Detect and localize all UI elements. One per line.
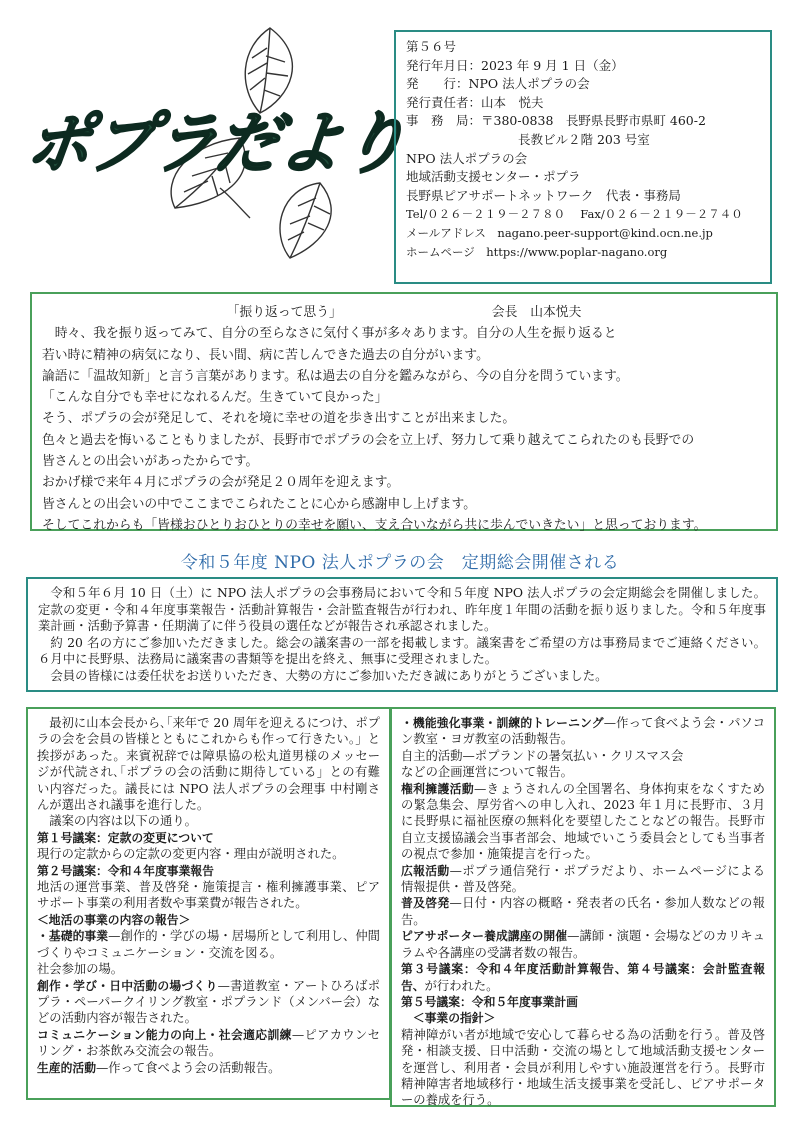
- greeting-line: おかげ様で来年４月にポプラの会が発足２０周年を迎えます。: [42, 475, 400, 491]
- activity-item: ピアサポーター養成講座の開催—講師・演題・会場などのカリキュラムや各講座の受講者数の報告。: [401, 929, 765, 960]
- agenda-2-body: 地活の運営事業、普及啓発・施策提言・権利擁護事業、ピアサポート事業の利用者数や事業費が報告された。: [37, 880, 380, 911]
- activity-item: 権利擁護活動—きょうされんの全国署名、身体拘束をなくすための緊急集会、厚労省への申し入れ、2023 年１月に長野市、３月に長野県に福祉医療の無料化を要望したことなどの報告。長野市自立支援協議会当事者部会、地域でいこう委員会としても当事者の視点で参加・施策提言を行った。: [401, 781, 765, 862]
- intro-paragraph: 最初に山本会長から､｢来年で 20 周年を迎えるにつけ、ポプラの会を会員の皆様とともにこれからも作って行きたい。」と挨拶があった。来賓祝辞では障県協の松丸道男様のメッセージが代読され､｢ポプラの会の活動に期待している」との有難い内容だった。議長には NPO 法人ポプラの会理事 中村剛さんが選出され議事を進行した。: [37, 716, 380, 813]
- leaf-bottom: [280, 183, 331, 258]
- office-address: 事 務 局：〒380-0838 長野県長野市県町 460-2: [406, 113, 706, 129]
- greeting-line: 皆さんとの出会いがあったからです。: [42, 454, 259, 470]
- greeting-line: 時々、我を振り返ってみて、自分の至らなさに気付く事が多々あります。自分の人生を振り返ると: [42, 326, 617, 342]
- greeting-line: そしてこれからも「皆様おひとりおひとりの幸せを願い、支え合いながら共に歩んでいきたい」と思っております。: [42, 517, 707, 533]
- org-name-3: 長野県ピアサポートネットワーク 代表・事務局: [406, 187, 681, 203]
- report-right-column: [390, 707, 776, 1107]
- meeting-summary-box: [26, 577, 778, 692]
- greeting-line: 「こんな自分でも幸せになれるんだ。生きていて良かった」: [42, 390, 388, 406]
- activity-item-tail: 社会参加の場。: [37, 962, 124, 977]
- activity-item: 創作・学び・日中活動の場づくり—書道教室・アートひろばポプラ・ペーパークイリング教室・ポプランド（メンバー会）などの活動内容が報告された。: [37, 978, 380, 1026]
- agenda-intro: 議案の内容は以下の通り。: [49, 814, 197, 829]
- greeting-line: そう、ポプラの会が発足して、それを境に幸せの道を歩き出すことが出来ました。: [42, 411, 516, 427]
- publish-date: 発行年月日：2023 年 9 月 1 日（金）: [406, 57, 624, 73]
- greeting-line: 皆さんとの出会いの中でここまでこられたことに心から感謝申し上げます。: [42, 496, 477, 512]
- agenda-1-heading: 第１号議案：定款の変更について: [37, 830, 214, 845]
- greeting-line: 若い時に精神の病気になり、長い間、病に苦しんできた過去の自分がいます。: [42, 347, 489, 363]
- agenda-5-heading: 第５号議案：令和５年度事業計画: [401, 994, 578, 1009]
- activity-item: コミュニケーション能力の向上・社会適応訓練—ピアカウンセリング・お茶飲み交流会の報告。: [37, 1027, 380, 1059]
- activity-item: 普及啓発—日付・内容の概略・発表者の氏名・参加人数などの報告。: [401, 896, 765, 927]
- agenda-1-body: 現行の定款からの定款の変更内容・理由が説明された。: [37, 847, 345, 862]
- newsletter-title: ポプラだより: [21, 105, 411, 184]
- issue-number: 第５６号: [406, 39, 457, 54]
- greeting-author: 会長 山本悦夫: [491, 305, 582, 320]
- org-name-2: 地域活動支援センター・ポプラ: [406, 169, 581, 185]
- greeting-line: 論語に「温故知新」と言う言葉があります。私は過去の自分を鑑みながら、今の自分を問うています。: [42, 368, 629, 384]
- email-address[interactable]: メールアドレス nagano.peer-support@kind.ocn.ne.jp: [406, 225, 713, 240]
- activity-item-tail: 自主的活動—ポプランドの暑気払い・クリスマス会: [401, 748, 684, 763]
- summary-paragraph: 会員の皆様には委任状をお送りいただき、大勢の方にご参加いただき誠にありがとうございました。: [50, 667, 608, 683]
- activity-item: ・基礎的事業—創作的・学びの場・居場所として利用し、仲間づくりやコミュニケーション・交流を図る。: [37, 929, 380, 960]
- publisher: 発 行：NPO 法人ポプラの会: [406, 76, 590, 92]
- tel-fax: Tel/０２６－２１９－２７８０ Fax/０２６－２１９－２７４０: [406, 207, 743, 222]
- activity-item: ・機能強化事業・訓練的トレーニング—作って食べよう会・パソコン教室・ヨガ教室の活動報告。: [401, 716, 765, 747]
- homepage-url[interactable]: ホームページ https://www.poplar-nagano.org: [406, 244, 668, 259]
- publication-info-box: [394, 30, 772, 284]
- greeting-header: [42, 302, 766, 323]
- greeting-line: 色々と過去を悔いることもりましたが、長野市でポプラの会を立上げ、努力して乗り越えてこられたのも長野での: [42, 432, 695, 448]
- activity-subheading: ＜地活の事業の内容の報告＞: [37, 912, 191, 927]
- activity-item: 生産的活動—作って食べよう会の活動報告。: [37, 1060, 281, 1075]
- summary-paragraph: 令和５年６月 10 日（土）に NPO 法人ポプラの会事務局において令和５年度 NPO 法人ポプラの会定期総会を開催しました。定款の変更・令和４年度事業報告・活動計算報告・会計監査報告が行われ、昨年度１年間の活動を振り返りました。令和５年度事業計画・活動予算書・任期満了に伴う役員の選任などが報告され承認されました。: [38, 585, 766, 634]
- activity-item-tail: などの企画運営について報告。: [401, 765, 573, 780]
- agenda-5-subheading: ＜事業の指針＞: [412, 1011, 496, 1026]
- agenda-3-4: 第３号議案：令和４年度活動計算報告、第４号議案：会計監査報告、が行われた。: [401, 962, 765, 993]
- editor: 発行責任者：山本 悦夫: [406, 94, 544, 110]
- report-left-column: [26, 707, 391, 1100]
- section-heading: 令和５年度 NPO 法人ポプラの会 定期総会開催される: [180, 553, 620, 573]
- summary-paragraph: 約 20 名の方にご参加いただきました。総会の議案書の一部を掲載します。議案書をご希望の方は事務局までご連絡ください。６月中に長野県、法務局に議案書の書類等を提出を終え、無事に受理されました。: [38, 634, 766, 667]
- greeting-box: [30, 292, 778, 531]
- agenda-5-body: 精神障がい者が地域で安心して暮らせる為の活動を行う。普及啓発・相談支援、日中活動・交流の場として地域活動支援センターを運営し、利用者・会員が利用しやすい施設運営を行う。長野市精神障害者地域移行・地域生活支援事業を受託し、ピアサポーターの養成を行う。: [401, 1027, 765, 1108]
- greeting-title: 「振り返って思う」: [226, 305, 342, 320]
- org-name-1: NPO 法人ポプラの会: [406, 150, 528, 166]
- office-address-2: 長教ビル２階 203 号室: [518, 131, 650, 147]
- agenda-2-heading: 第２号議案：令和４年度事業報告: [37, 863, 214, 878]
- activity-item: 広報活動—ポプラ通信発行・ポプラだより、ホームページによる情報提供・普及啓発。: [401, 863, 765, 895]
